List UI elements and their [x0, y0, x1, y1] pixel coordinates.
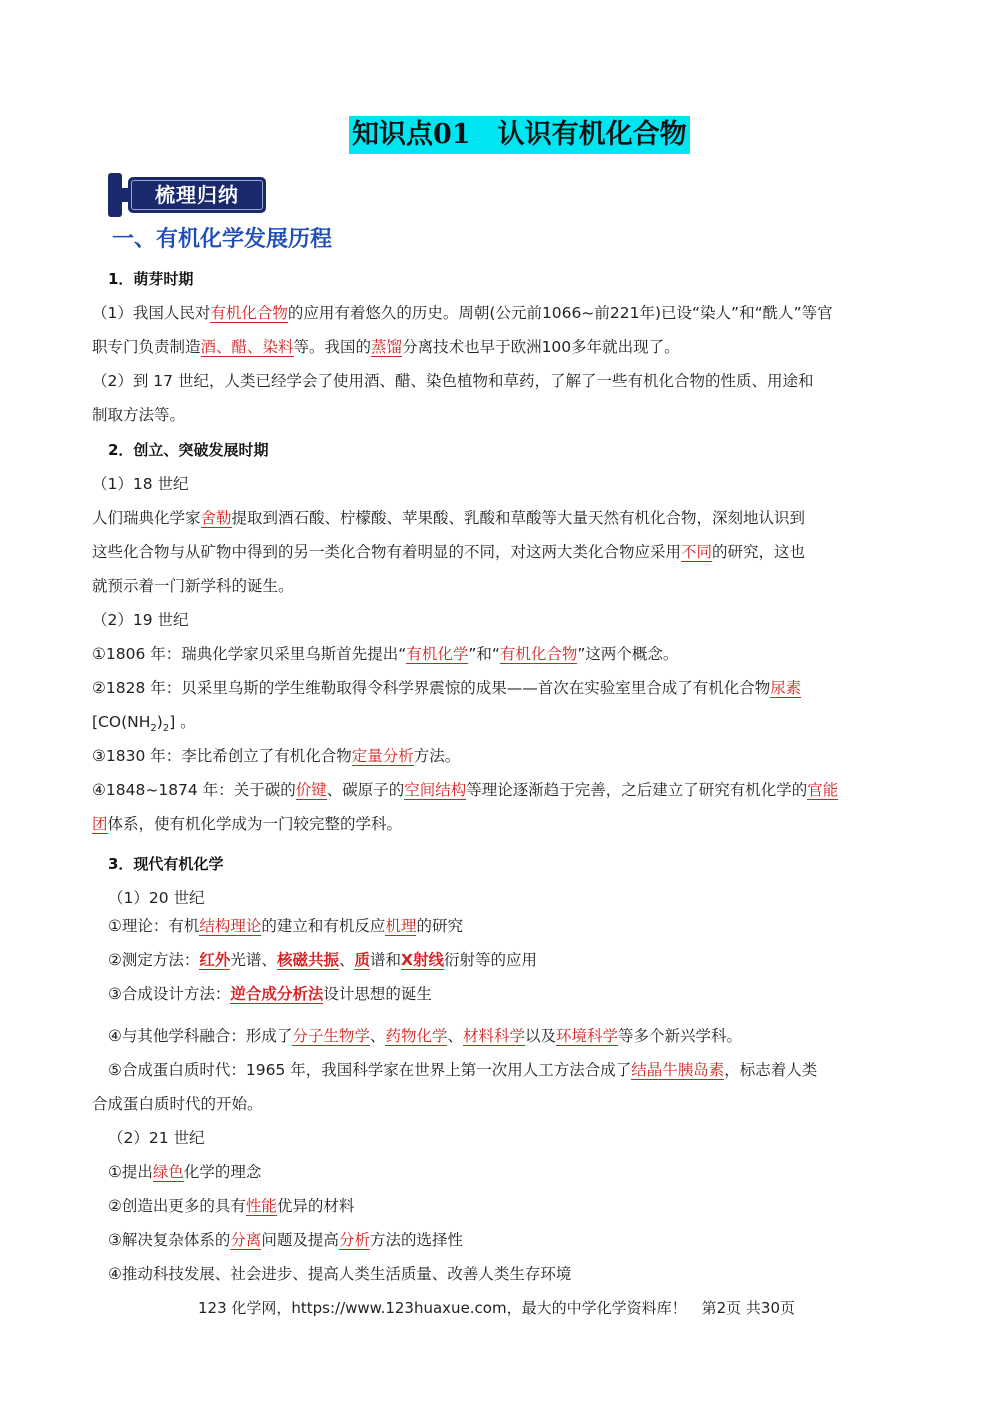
list-item: 团体系，使有机化学成为一门较完整的学科。	[92, 815, 403, 833]
page-footer: 123 化学网，https://www.123huaxue.com，最大的中学化学资料库！ 第2页 共30页	[197, 1299, 795, 1317]
list-item: ②创造出更多的具有性能优异的材料	[108, 1197, 355, 1215]
subheading-3: 3．现代有机化学	[108, 855, 224, 873]
subheading-1: 1．萌芽时期	[108, 270, 194, 288]
list-item: ④1848~1874 年：关于碳的价键、碳原子的空间结构等理论逐渐趋于完善，之后建立了研究有机化学的官能	[92, 781, 839, 799]
paragraph-line: 合成蛋白质时代的开始。	[92, 1095, 263, 1113]
page-title: 知识点01 认识有机化合物	[349, 116, 690, 154]
list-item: ①提出绿色化学的理念	[108, 1163, 262, 1181]
section-badge	[108, 173, 266, 217]
list-item: ③合成设计方法：逆合成分析法设计思想的诞生	[108, 985, 432, 1003]
list-item: ②测定方法：红外光谱、核磁共振、质谱和X射线衍射等的应用	[108, 951, 537, 969]
list-item: ③1830 年：李比希创立了有机化合物定量分析方法。	[92, 747, 461, 765]
formula-line: $[CO(NH_2)_2]$ 。	[92, 713, 196, 735]
century-label: （2）19 世纪	[92, 611, 189, 629]
paragraph-line: （1）我国人民对有机化合物的应用有着悠久的历史。周朝(公元前1066~前221年)已设“染人”和“酰人”等官	[92, 304, 833, 322]
paragraph-line: 就预示着一门新学科的诞生。	[92, 577, 294, 595]
century-label: （1）20 世纪	[108, 889, 205, 907]
paragraph-line: 人们瑞典化学家舍勒提取到酒石酸、柠檬酸、苹果酸、乳酸和草酸等大量天然有机化合物，深刻地认识到	[92, 509, 806, 527]
paragraph-line: 制取方法等。	[92, 406, 186, 424]
century-label: （2）21 世纪	[108, 1129, 205, 1147]
badge-label: 梳理归纳	[155, 183, 239, 207]
paragraph-line: （2）到 17 世纪，人类已经学会了使用酒、醋、染色植物和草药，了解了一些有机化合物的性质、用途和	[92, 372, 814, 390]
paragraph-line: 职专门负责制造酒、醋、染料等。我国的蒸馏分离技术也早于欧洲100多年就出现了。	[92, 338, 680, 356]
list-item: ③解决复杂体系的分离问题及提高分析方法的选择性	[108, 1231, 463, 1249]
section-heading: 一、有机化学发展历程	[112, 227, 333, 252]
century-label: （1）18 世纪	[92, 475, 189, 493]
paragraph-line: 这些化合物与从矿物中得到的另一类化合物有着明显的不同，对这两大类化合物应采用不同的研究，这也	[92, 543, 806, 561]
list-item: ①理论：有机结构理论的建立和有机反应机理的研究	[108, 917, 463, 935]
subheading-2: 2．创立、突破发展时期	[108, 441, 269, 459]
list-item: ①1806 年：瑞典化学家贝采里乌斯首先提出“有机化学”和“有机化合物”这两个概念。	[92, 645, 679, 663]
list-item: ⑤合成蛋白质时代：1965 年，我国科学家在世界上第一次用人工方法合成了结晶牛胰岛素，标志着人类	[108, 1061, 818, 1079]
list-item: ②1828 年：贝采里乌斯的学生维勒取得令科学界震惊的成果——首次在实验室里合成了有机化合物尿素	[92, 679, 802, 697]
list-item: ④与其他学科融合：形成了分子生物学、药物化学、材料科学以及环境科学等多个新兴学科。	[108, 1027, 743, 1045]
list-item: ④推动科技发展、社会进步、提高人类生活质量、改善人类生存环境	[108, 1265, 572, 1283]
